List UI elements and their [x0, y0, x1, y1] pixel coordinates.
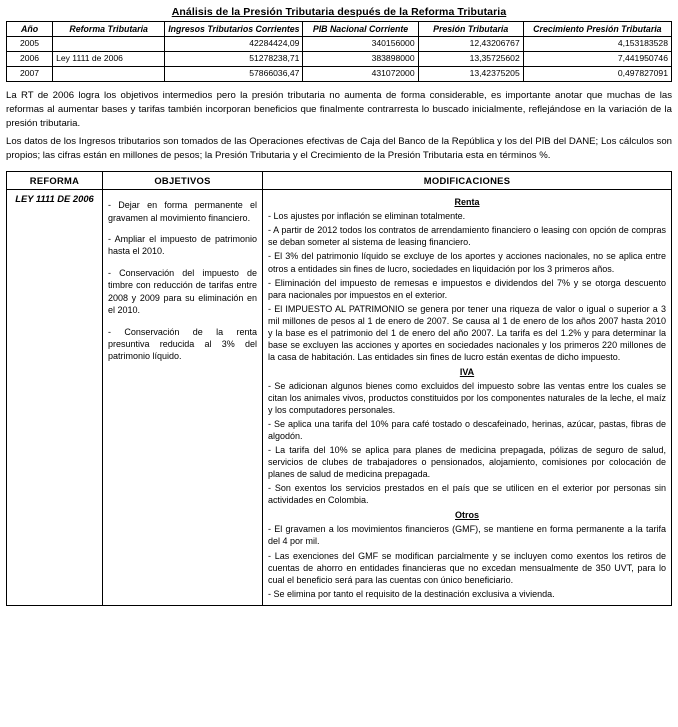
presion-tributaria-table	[6, 21, 672, 82]
cell-crecimiento: 4,153183528	[523, 37, 671, 52]
cell-ingresos: 42284424,09	[165, 37, 303, 52]
paragraph-sources: Los datos de los Ingresos tributarios son tomados de las Operaciones efectivas de Caja del Banco de la República y los del PIB del DANE; Los cálculos son propios; las cifras están en millones de pesos; la Presión Tributaria y el Crecimiento de la Presión Tributaria esta en términos %.	[6, 136, 672, 162]
cell-presion: 12,43206767	[418, 37, 523, 52]
cell-anio: 2007	[7, 66, 53, 81]
objetivos-list	[108, 193, 257, 362]
column-header-reforma: Reforma Tributaria	[53, 22, 165, 37]
analysis-paragraphs	[6, 89, 672, 164]
table-header-row	[7, 22, 672, 37]
cell-ingresos: 57866036,47	[165, 66, 303, 81]
cell-ingresos: 51278238,71	[165, 51, 303, 66]
cell-pib: 383898000	[303, 51, 418, 66]
cell-reform-name: LEY 1111 DE 2006	[7, 190, 103, 605]
modificacion-item: - Son exentos los servicios prestados en el país que se utilicen en el exterior por personas sin actividades en Colombia.	[268, 483, 666, 506]
modificacion-heading-otros: Otros	[454, 510, 479, 521]
cell-crecimiento: 0,497827091	[523, 66, 671, 81]
modificacion-item: - Se elimina por tanto el requisito de la destinación exclusiva a vivienda.	[268, 588, 555, 599]
modificacion-item: - Los ajustes por inflación se eliminan totalmente.	[268, 211, 466, 222]
cell-presion: 13,35725602	[418, 51, 523, 66]
modificacion-item: - Eliminación del impuesto de remesas e impuestos e dividendos del 7% y se otorga descuento para nacionales por impuestos en el exterior.	[268, 277, 666, 300]
cell-pib: 431072000	[303, 66, 418, 81]
page-title: Análisis de la Presión Tributaria después de la Reforma Tributaria	[171, 6, 507, 18]
column-header-presion: Presión Tributaria	[418, 22, 523, 37]
cell-anio: 2005	[7, 37, 53, 52]
modificacion-heading-renta: Renta	[454, 197, 480, 208]
table-row	[7, 51, 672, 66]
objetivo-item: - Conservación de la renta presuntiva reducida al 3% del patrimonio líquido.	[108, 326, 257, 362]
modificacion-item: - El gravamen a los movimientos financieros (GMF), se mantiene en forma permanente a la tarifa del 4 por mil.	[268, 524, 666, 547]
column-header-objetivos: OBJETIVOS	[103, 172, 263, 190]
paragraph-analysis: La RT de 2006 logra los objetivos intermedios pero la presión tributaria no aumenta de forma considerable, es importante anotar que muchas de las reformas al aumentar bases y tarifas también incorporan beneficios que finalmente contrarresta lo buscado inicialmente, reflejándose en la variación de la presión tributaria.	[6, 89, 672, 129]
column-header-crecimiento: Crecimiento Presión Tributaria	[523, 22, 671, 37]
column-header-reforma: REFORMA	[7, 172, 103, 190]
modificacion-item: - A partir de 2012 todos los contratos de arrendamiento financiero o leasing con opción de compras se deban someter al sistema de leasing financiero.	[268, 225, 666, 248]
column-header-modificaciones: MODIFICACIONES	[263, 172, 672, 190]
modificacion-item: - Se adicionan algunos bienes como excluidos del impuesto sobre las ventas entre los cuales se citan los animales vivos, productos constituidos por los componentes naturales de la leche, el maíz y los computadores personales.	[268, 380, 666, 416]
cell-pib: 340156000	[303, 37, 418, 52]
cell-reforma: Ley 1111 de 2006	[53, 51, 165, 66]
cell-modificaciones	[263, 190, 672, 605]
reform-header-row	[7, 172, 672, 190]
table-row	[7, 66, 672, 81]
objetivo-item: - Dejar en forma permanente el gravamen al movimiento financiero.	[108, 200, 257, 223]
column-header-ingresos: Ingresos Tributarios Corrientes	[165, 22, 303, 37]
modificaciones-list	[268, 196, 666, 599]
cell-presion: 13,42375205	[418, 66, 523, 81]
cell-reforma	[53, 66, 165, 81]
objetivo-item: - Conservación del impuesto de timbre con reducción de tarifas entre 2008 y 2009 para su eliminación en el 2010.	[108, 267, 257, 316]
column-header-anio: Año	[7, 22, 53, 37]
reforma-detalle-table	[6, 171, 672, 605]
modificacion-item: - El IMPUESTO AL PATRIMONIO se genera por tener una riqueza de valor o igual o superior a 3 mil millones de pesos al 1 de enero de 2007. Se causa al 1 de enero de los años 2007 hasta 2010 y la base es el patrimonio del 1 de enero del año 2007. La tarifa es del 1.2% y para determinar la base se excluyen las acciones y aportes en sociedades nacionales y los primeros 220 millones de la casa de habitación. Las entidades sin fines de lucro están exentas de dicho impuesto.	[268, 303, 666, 362]
modificacion-item: - Las exenciones del GMF se modifican parcialmente y se incluyen como exentos los retiros de cuentas de ahorro en entidades financieras que no excedan mensualmente de 350 UVT, para lo cual el beneficio será para las cuentas con único beneficiario.	[268, 550, 666, 585]
modificacion-item: - Se aplica una tarifa del 10% para café tostado o descafeinado, herinas, azúcar, pastas, fibras de algodón.	[268, 419, 666, 442]
modificacion-item: - La tarifa del 10% se aplica para planes de medicina prepagada, pólizas de seguro de salud, servicios de clubes de trabajadores o pensionados, alojamiento, comisiones por colocación de planes de salud de medicina prepagada.	[268, 445, 666, 480]
cell-crecimiento: 7,441950746	[523, 51, 671, 66]
modificacion-item: - El 3% del patrimonio líquido se excluye de los aportes y acciones nacionales, no se aplica entre otros a entidades sin fines de lucro, sociedades en liquidación por los 3 primeros años.	[268, 251, 666, 274]
column-header-pib: PIB Nacional Corriente	[303, 22, 418, 37]
cell-reforma	[53, 37, 165, 52]
cell-anio: 2006	[7, 51, 53, 66]
reform-row	[7, 190, 672, 605]
objetivo-item: - Ampliar el impuesto de patrimonio hasta el 2010.	[108, 234, 257, 257]
cell-objetivos	[103, 190, 263, 605]
table-row	[7, 37, 672, 52]
modificacion-heading-iva: IVA	[459, 366, 475, 377]
